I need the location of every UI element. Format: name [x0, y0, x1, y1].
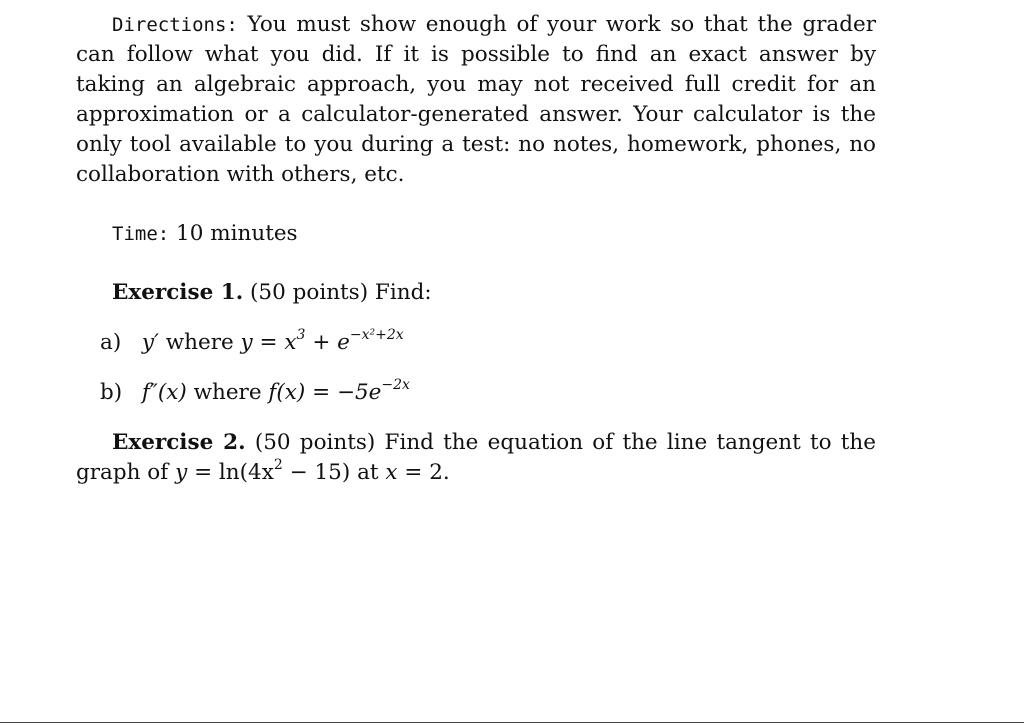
part-b-where: where	[193, 380, 262, 405]
exercise-1-heading	[76, 278, 876, 308]
exercise-2-fn-exp: 2	[273, 456, 283, 473]
part-a-base2: e	[337, 330, 350, 355]
directions-label: Directions:	[112, 14, 238, 36]
worksheet-page	[76, 10, 876, 488]
part-b-equals: =	[312, 380, 331, 405]
part-b-term1	[336, 376, 410, 405]
part-a-equals: =	[259, 330, 278, 355]
exercise-2-paragraph	[76, 428, 876, 488]
exercise-2-text: (50 points) Find the equation of the line tangent to the graph of	[76, 430, 876, 485]
time-line	[76, 219, 876, 249]
exercise-2-xvar: x	[385, 460, 398, 485]
exercise-2-equals: =	[194, 460, 213, 485]
page-bottom-divider	[0, 722, 1024, 723]
part-a-where: where	[165, 330, 234, 355]
exercise-1-title: Exercise 1.	[112, 280, 244, 305]
part-a-exp1: 3	[296, 326, 306, 343]
directions-text: You must show enough of your work so that the grader can follow what you did. If it is possible to find an exact answer by taking an algebraic approach, you may not received full credit for an approximation or a calculator-generated answer. Your calculator is the only tool available to you during a test: no notes, homework, phones, no collaboration with others, etc.	[76, 12, 877, 187]
part-a-derivative: y′	[141, 330, 159, 355]
part-b-derivative: f″(x)	[141, 380, 187, 405]
part-a-term2	[337, 326, 404, 355]
part-a-exp2: −x²+2x	[349, 326, 404, 343]
exercise-2-title: Exercise 2.	[112, 430, 246, 455]
exercise-2-xval: 2.	[429, 460, 450, 485]
part-a-label: a)	[100, 330, 122, 355]
exercise-2-at: at	[357, 460, 379, 485]
part-b-label: b)	[100, 380, 123, 405]
part-b-lhs: f(x)	[268, 380, 306, 405]
directions-paragraph	[76, 10, 876, 190]
part-b-base1: −5e	[336, 380, 382, 405]
exercise-2-fn: ln(4x	[218, 460, 274, 485]
exercise-1-part-b	[76, 378, 876, 408]
exercise-2-fn-rest: − 15)	[289, 460, 351, 485]
time-value: 10 minutes	[176, 221, 298, 246]
exercise-2-lhs: y	[175, 460, 188, 485]
part-a-lhs: y	[240, 330, 253, 355]
part-a-term1	[284, 326, 306, 355]
part-a-plus: +	[312, 330, 331, 355]
exercise-2-function	[218, 456, 283, 485]
part-b-exp1: −2x	[381, 376, 410, 393]
exercise-1-points: (50 points) Find:	[250, 280, 432, 305]
exercise-2-xeq: =	[404, 460, 423, 485]
time-label: Time:	[112, 223, 170, 245]
exercise-1-part-a	[76, 328, 876, 358]
part-a-base1: x	[284, 330, 297, 355]
